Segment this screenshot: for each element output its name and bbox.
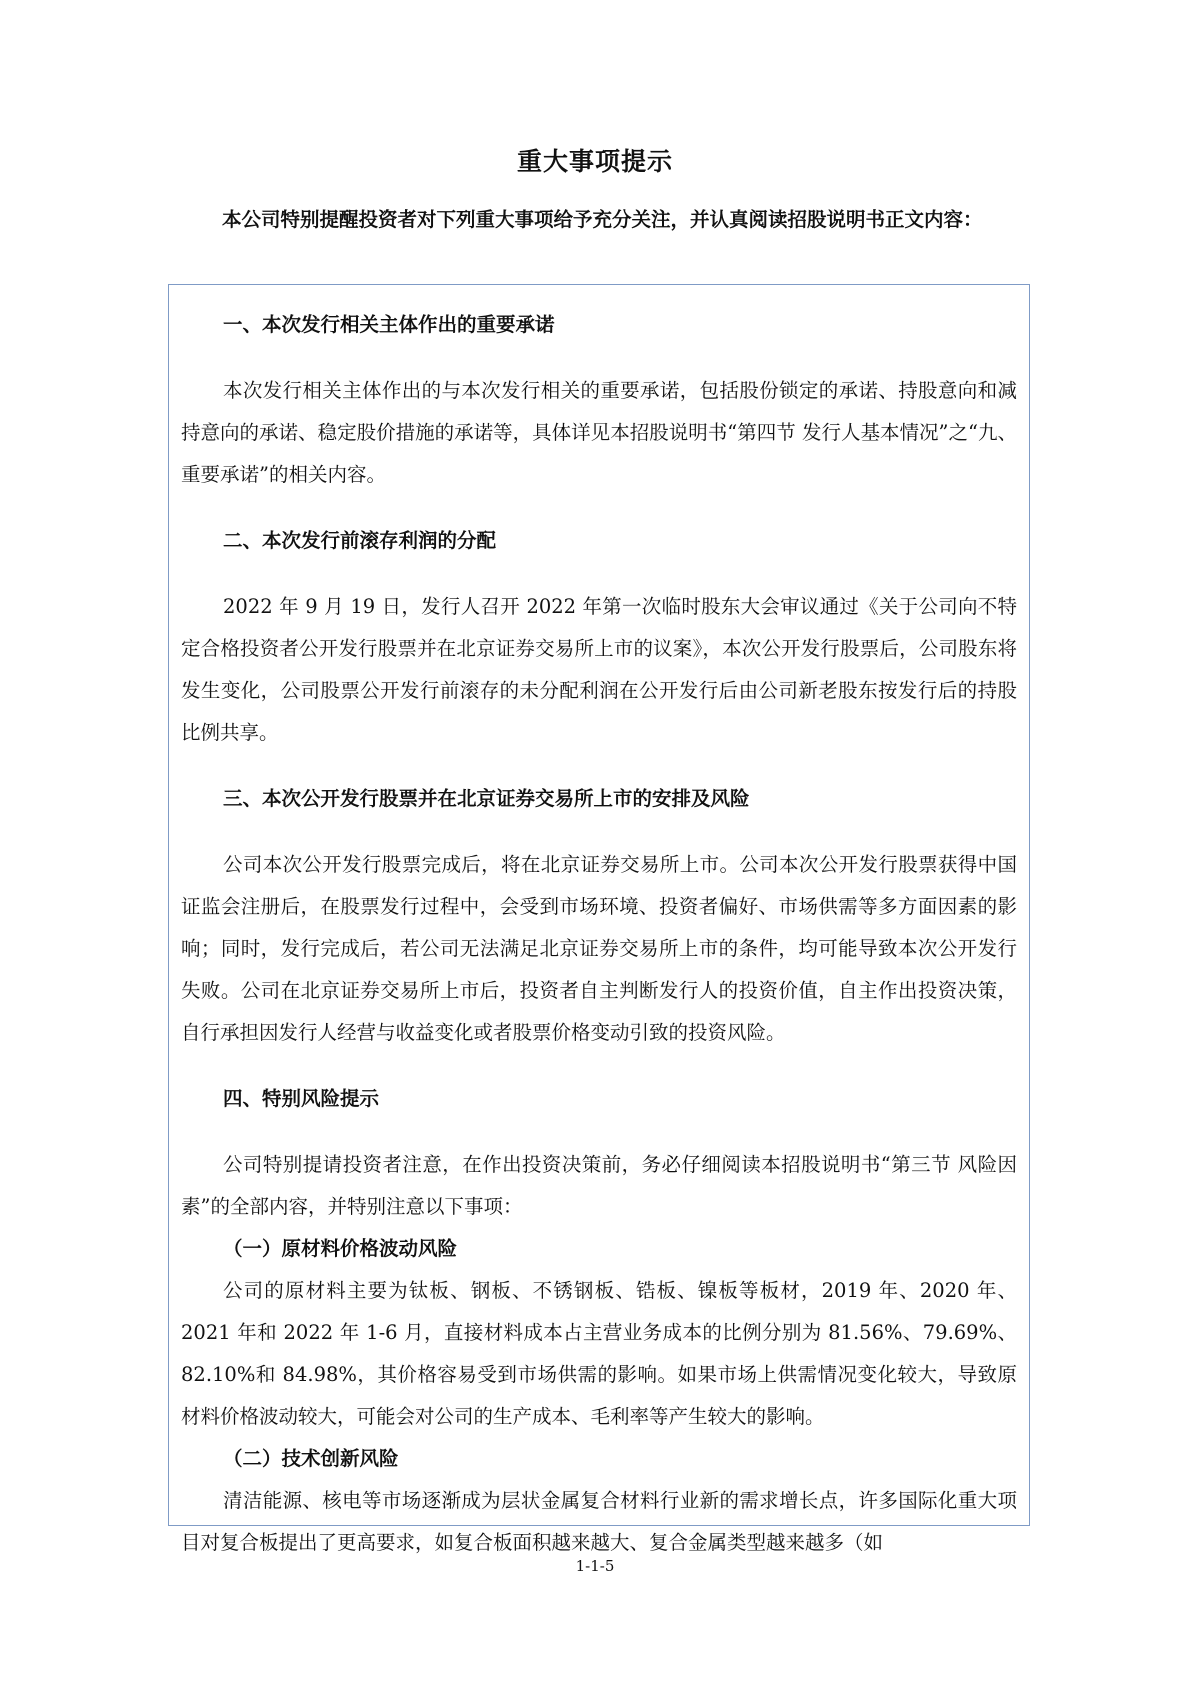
box-content <box>181 304 1017 1564</box>
page-number: 1-1-5 <box>575 1557 615 1575</box>
risk-paragraph: 公司的原材料主要为钛板、钢板、不锈钢板、锆板、镍板等板材，2019 年、2020 年、2021 年和 2022 年 1-6 月，直接材料成本占主营业务成本的比例分别为 81.56%、79.69%、82.10%和 84.98%，其价格容易受到市场供需的影响。如果市场上供需情况变化较大，导致原材料价格波动较大，可能会对公司的生产成本、毛利率等产生较大的影响。 <box>181 1279 1017 1428</box>
section-paragraph: 公司本次公开发行股票完成后，将在北京证券交易所上市。公司本次公开发行股票获得中国证监会注册后，在股票发行过程中，会受到市场环境、投资者偏好、市场供需等多方面因素的影响；同时，发行完成后，若公司无法满足北京证券交易所上市的条件，均可能导致本次公开发行失败。公司在北京证券交易所上市后，投资者自主判断发行人的投资价值，自主作出投资决策，自行承担因发行人经营与收益变化或者股票价格变动引致的投资风险。 <box>181 853 1017 1044</box>
section-profit-distribution <box>181 520 1017 754</box>
risk-raw-material <box>181 1228 1017 1438</box>
risk-technology-innovation <box>181 1438 1017 1564</box>
risk-heading: （一）原材料价格波动风险 <box>223 1237 458 1260</box>
section-paragraph: 2022 年 9 月 19 日，发行人召开 2022 年第一次临时股东大会审议通过《关于公司向不特定合格投资者公开发行股票并在北京证券交易所上市的议案》，本次公开发行股票后，公司股东将发生变化，公司股票公开发行前滚存的未分配利润在公开发行后由公司新老股东按发行后的持股比例共享。 <box>181 595 1017 744</box>
section-heading: 一、本次发行相关主体作出的重要承诺 <box>223 313 555 336</box>
risk-paragraph: 清洁能源、核电等市场逐渐成为层状金属复合材料行业新的需求增长点，许多国际化重大项目对复合板提出了更高要求，如复合板面积越来越大、复合金属类型越来越多（如 <box>181 1489 1017 1554</box>
section-heading: 三、本次公开发行股票并在北京证券交易所上市的安排及风险 <box>223 787 750 810</box>
section-heading: 四、特别风险提示 <box>223 1087 380 1110</box>
section-heading: 二、本次发行前滚存利润的分配 <box>223 529 497 552</box>
section-paragraph: 公司特别提请投资者注意，在作出投资决策前，务必仔细阅读本招股说明书“第三节 风险因素”的全部内容，并特别注意以下事项： <box>181 1153 1017 1218</box>
section-paragraph: 本次发行相关主体作出的与本次发行相关的重要承诺，包括股份锁定的承诺、持股意向和减持意向的承诺、稳定股价措施的承诺等，具体详见本招股说明书“第四节 发行人基本情况”之“九、重要承诺”的相关内容。 <box>181 379 1017 486</box>
section-listing-arrangement <box>181 778 1017 1054</box>
section-commitments <box>181 304 1017 496</box>
intro-notice: 本公司特别提醒投资者对下列重大事项给予充分关注，并认真阅读招股说明书正文内容： <box>222 208 983 231</box>
section-special-risks <box>181 1078 1017 1228</box>
important-matters-box <box>168 284 1030 1554</box>
page-title: 重大事项提示 <box>516 147 673 176</box>
risk-heading: （二）技术创新风险 <box>223 1447 399 1470</box>
